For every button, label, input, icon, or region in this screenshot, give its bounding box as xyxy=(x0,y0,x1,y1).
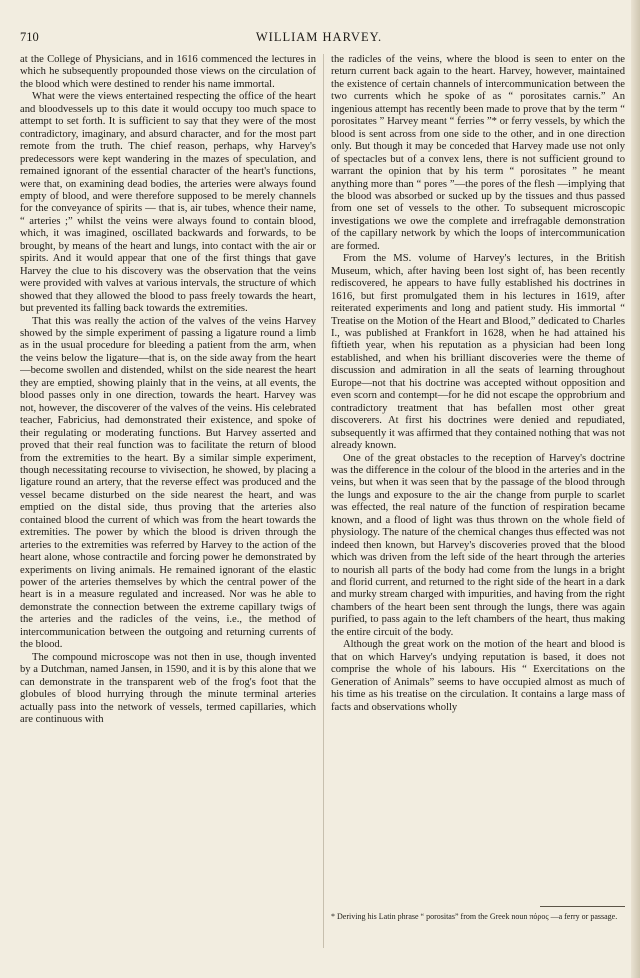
running-title: WILLIAM HARVEY. xyxy=(255,30,383,44)
column-divider xyxy=(323,54,324,948)
paragraph: Although the great work on the motion of the heart and blood is that on which Harvey's undying reputation is based, it does not comprise the whole of his labours. His “ Exercitations on the Generation of Animals” seems to have occupied almost as much of his time as his treatise on the circulation. It contains a large mass of facts and observations wholly xyxy=(331,639,625,713)
page-number: 710 xyxy=(20,30,39,44)
page-header xyxy=(20,30,618,50)
paragraph: at the College of Physicians, and in 1616 commenced the lectures in which he subsequently propounded those views on the circulation of the blood which were destined to render his name immortal. xyxy=(20,54,316,90)
footnote: * Deriving his Latin phrase “ porositas” from the Greek noun πόρος —a ferry or passage. xyxy=(331,912,618,921)
paragraph: the radicles of the veins, where the blood is seen to enter on the return current back again to the heart. Harvey, however, maintained the existence of certain channels of intercommunication between the two currents which he spoke of as “ porositates carnis.” An ingenious attempt has recently been made to prove that by the term “ porositates ” Harvey meant “ ferries ”* or ferry vessels, by which the blood is sent across from one side to the other, and in one direction only. But though it may be conceded that Harvey made use not only of spectacles but of a convex lens, there is not sufficient ground to warrant the opinion that by his term “ porositates ” he meant anything more than “ pores ”—the pores of the flesh —implying that the blood was absorbed or sucked up by the tissues and thus passed from one set of vessels to the other. To subsequent microscopic investigations we owe the complete and irrefragable demonstration of the capillary network by which the loops of intercommunication are formed. xyxy=(331,54,625,252)
paragraph: The compound microscope was not then in use, though invented by a Dutchman, named Jansen, in 1590, and it is by this alone that we can demonstrate in the transparent web of the frog's foot that the globules of blood hurrying through the minute terminal arteries actually pass into the network of vessels, termed capillaries, which are continuous with xyxy=(20,651,316,726)
footnote-rule xyxy=(540,906,625,907)
right-column xyxy=(331,54,625,954)
paragraph: From the MS. volume of Harvey's lectures, in the British Museum, which, after having been lost sight of, has been recently rediscovered, he appears to have fully established his doctrines in 1616, but first promulgated them in his lectures in 1619, after reiterated experiments and long and patient study. His immortal “ Treatise on the Motion of the Heart and Blood,” dedicated to Charles I., was published at Frankfort in 1628, when he had attained his fiftieth year, when his reputation as a physician had been long established, and when his brilliant discoveries were the theme of discussion and admiration in all the seats of learning throughout Europe—not that his doctrine was accepted without opposition and even scorn and contempt—for he did not escape the opprobrium and contradictory treatment that has befallen most other great discoverers. At first his doctrines were denied and repudiated, subsequently it was affirmed that they contained nothing that was not already known. xyxy=(331,253,625,452)
paragraph: That this was really the action of the valves of the veins Harvey showed by the simple experiment of passing a ligature round a limb as in the usual procedure for bleeding a patient from the arm, when the veins below the ligature—that is, on the side away from the heart—become swollen and distended, whilst on the side nearest the heart they are emptied, showing plainly that in the veins, at all events, the blood passes only in one direction, towards the heart. Harvey was not, however, the discoverer of the valves of the veins. His celebrated teacher, Fabricius, had demonstrated their existence, and spoke of their regulating or moderating functions. But Harvey asserted and proved that their real function was to facilitate the return of blood from the extremities to the heart. By a similar simple experiment, though necessitating recourse to vivisection, he showed, by placing a ligature round an artery, that the reverse effect was produced and the vessel became disturbed on the side nearest the heart, and was emptied on the distal side, thus proving that the arteries also contained blood the current of which was from the heart towards the extremities. The power by which the blood is driven through the arteries to the extremities was referred by Harvey to the action of the heart alone, whose contractile and forcing power he demonstrated by experiments on living animals. He remained ignorant of the elastic power of the arteries themselves by which the central power of the heart is in a measure regulated and increased. Nor was he able to demonstrate the connection between the extreme capillary twigs of the arteries and the radicles of the veins, i.e., the method of intercommunication between the outgoing and returning currents of the blood. xyxy=(20,315,316,651)
paragraph: What were the views entertained respecting the office of the heart and bloodvessels up to this date it would occupy too much space to attempt to set forth. It is sufficient to say that they were of the most contradictory, imaginary, and absurd character, and for the most part remote from the truth. The chief reason, perhaps, why Harvey's predecessors were kept wandering in the mazes of speculation, and remained ignorant of the essential character of the heart's functions, were that, on examining dead bodies, the arteries were always found empty of blood, and were therefore supposed to be merely channels for the conveyance of spirits — that is, air tubes, whence their name, “ arteries ;” whilst the veins were always found to contain blood, which, it was imagined, oscillated backwards and forwards, to be brought, by means of the heart and lungs, into contact with the air or spirits. And it would appear that one of the first things that gave Harvey the clue to his discovery was the observation that the veins were provided with valves at various intervals, the structure of which showed that they allowed the blood to pass freely towards the heart, but prevented its falling back towards the extremities. xyxy=(20,91,316,315)
paragraph: One of the great obstacles to the reception of Harvey's doctrine was the difference in the colour of the blood in the arteries and in the veins, but when it was seen that by the passage of the blood through the lungs and exposure to the air the change from purple to scarlet was effected, the real nature of the function of respiration became known, and a flood of light was thus thrown on the whole field of physiology. The nature of the chemical changes thus effected was not indeed then known, but Harvey's discoveries proved that the blood which was driven from the left side of the heart through the arteries to nourish all parts of the body had come from the lungs in a bright and florid current, and returned to the right side of the heart in a dark and murky stream charged with impurities, and having from the right chambers of the heart been sent through the lungs, there was again purified, to pass again to the left chambers of the heart, thus making the entire circuit of the body. xyxy=(331,452,625,638)
page-edge-shadow xyxy=(631,0,640,978)
left-column xyxy=(20,54,316,954)
